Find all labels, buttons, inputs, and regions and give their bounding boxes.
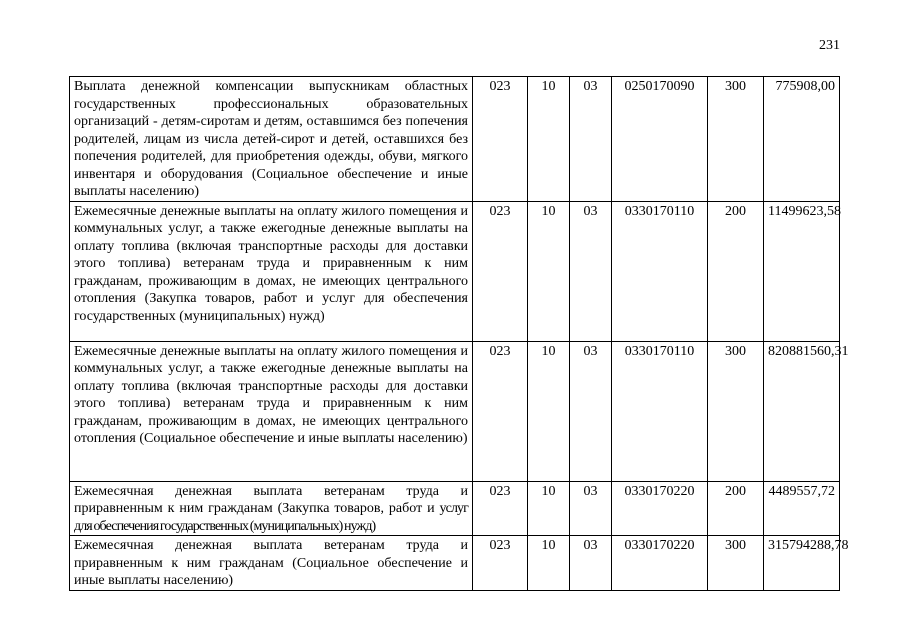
row-section: 10	[528, 536, 570, 591]
row-section: 10	[528, 201, 570, 341]
row-amount: 820881560,31	[764, 341, 840, 481]
row-expense-type: 200	[708, 201, 764, 341]
table-row	[70, 341, 840, 481]
row-target-article: 0250170090	[612, 77, 708, 202]
row-code: 023	[473, 77, 528, 202]
row-code: 023	[473, 481, 528, 536]
row-description	[70, 481, 473, 536]
row-description-lead: Ежемесячная денежная выплата ветеранам труда и приравненным к ним гражданам (Закупка товаров, работ и	[74, 483, 468, 516]
row-section: 10	[528, 341, 570, 481]
table-row	[70, 77, 840, 202]
row-amount: 775908,00	[764, 77, 840, 202]
row-expense-type: 200	[708, 481, 764, 536]
row-amount: 4489557,72	[764, 481, 840, 536]
row-description: Ежемесячные денежные выплаты на оплату жилого помещения и коммунальных услуг, а также ежегодные денежные выплаты на оплату топлива (включая транспортные расходы для доставки этого топлива) ветеранам труда и приравненным к ним гражданам, проживающим в домах, не имеющих центрального отопления (Закупка товаров, работ и услуг для обеспечения государственных (муниципальных) нужд)	[70, 201, 473, 341]
row-amount: 11499623,58	[764, 201, 840, 341]
row-expense-type: 300	[708, 536, 764, 591]
table-row	[70, 481, 840, 536]
row-subsection: 03	[570, 341, 612, 481]
row-target-article: 0330170110	[612, 341, 708, 481]
row-subsection: 03	[570, 536, 612, 591]
row-target-article: 0330170220	[612, 536, 708, 591]
row-section: 10	[528, 481, 570, 536]
table-row	[70, 536, 840, 591]
row-code: 023	[473, 341, 528, 481]
row-section: 10	[528, 77, 570, 202]
row-expense-type: 300	[708, 341, 764, 481]
row-subsection: 03	[570, 77, 612, 202]
budget-table	[69, 76, 849, 591]
row-target-article: 0330170110	[612, 201, 708, 341]
row-subsection: 03	[570, 201, 612, 341]
row-subsection: 03	[570, 481, 612, 536]
row-code: 023	[473, 201, 528, 341]
row-description: Ежемесячные денежные выплаты на оплату жилого помещения и коммунальных услуг, а также ежегодные денежные выплаты на оплату топлива (включая транспортные расходы для доставки этого топлива) ветеранам труда и приравненным к ним гражданам, проживающим в домах, не имеющих центрального отопления (Социальное обеспечение и иные выплаты населению)	[70, 341, 473, 481]
row-description: Ежемесячная денежная выплата ветеранам труда и приравненным к ним гражданам (Социальное обеспечение и иные выплаты населению)	[70, 536, 473, 591]
row-target-article: 0330170220	[612, 481, 708, 536]
row-description: Выплата денежной компенсации выпускникам областных государственных профессиональных образовательных организаций - детям-сиротам и детям, оставшимся без попечения родителей, лицам из числа детей-сирот и детей, оставшихся без попечения родителей, для приобретения одежды, обуви, мягкого инвентаря и оборудования (Социальное обеспечение и иные выплаты населению)	[70, 77, 473, 202]
row-expense-type: 300	[708, 77, 764, 202]
table-row	[70, 201, 840, 341]
row-amount: 315794288,78	[764, 536, 840, 591]
page-number: 231	[819, 38, 840, 53]
row-code: 023	[473, 536, 528, 591]
row-description-tail: услуг для обеспечения государственных (муниципальных) нужд)	[74, 501, 468, 534]
